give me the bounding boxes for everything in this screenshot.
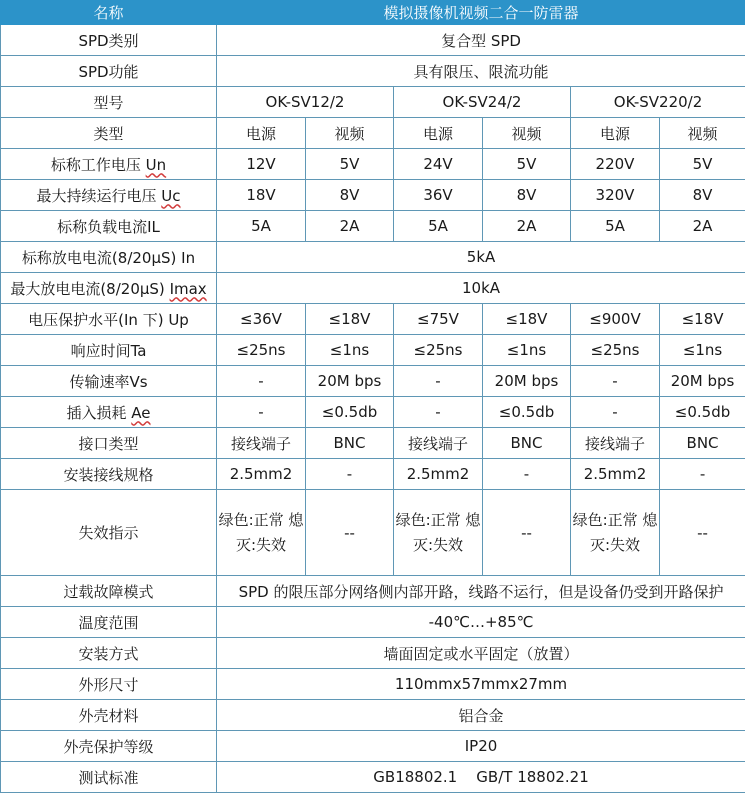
label-symbol: Imax xyxy=(169,279,207,298)
row-label: 失效指示 xyxy=(1,490,217,576)
value-cell: 2A xyxy=(483,211,571,242)
row-label: SPD类别 xyxy=(1,25,217,56)
value-cell: 5A xyxy=(571,211,660,242)
row-insertion-loss xyxy=(1,397,745,428)
row-label: 安装方式 xyxy=(1,638,217,669)
model-cell: OK-SV24/2 xyxy=(394,87,571,118)
row-max-voltage xyxy=(1,180,745,211)
value-cell: 20M bps xyxy=(306,366,394,397)
label-text: 插入损耗 xyxy=(66,403,132,422)
value-cell: 110mmx57mmx27mm xyxy=(217,669,745,700)
value-cell: ≤0.5db xyxy=(306,397,394,428)
value-cell: - xyxy=(306,459,394,490)
row-temperature xyxy=(1,607,745,638)
value-cell: - xyxy=(394,397,483,428)
row-dimensions xyxy=(1,669,745,700)
value-cell: 绿色:正常 熄灭:失效 xyxy=(571,490,660,576)
type-cell: 视频 xyxy=(660,118,745,149)
value-cell: 5V xyxy=(306,149,394,180)
value-cell: 5V xyxy=(483,149,571,180)
row-label xyxy=(1,180,217,211)
value-cell: 320V xyxy=(571,180,660,211)
value-cell: 24V xyxy=(394,149,483,180)
row-interface xyxy=(1,428,745,459)
value-cell: 复合型 SPD xyxy=(217,25,745,56)
type-cell: 视频 xyxy=(306,118,394,149)
header-row xyxy=(1,1,745,25)
value-cell: ≤18V xyxy=(483,304,571,335)
value-cell: 36V xyxy=(394,180,483,211)
value-cell: ≤900V xyxy=(571,304,660,335)
model-cell: OK-SV12/2 xyxy=(217,87,394,118)
row-label: 型号 xyxy=(1,87,217,118)
value-cell: ≤25ns xyxy=(394,335,483,366)
value-cell: 具有限压、限流功能 xyxy=(217,56,745,87)
header-name-cell: 名称 xyxy=(1,1,217,25)
row-label: 外壳保护等级 xyxy=(1,731,217,762)
value-cell: -- xyxy=(306,490,394,576)
row-nominal-discharge xyxy=(1,242,745,273)
row-label: 传输速率Vs xyxy=(1,366,217,397)
value-cell: ≤0.5db xyxy=(483,397,571,428)
label-symbol: Un xyxy=(145,155,167,174)
value-cell: ≤25ns xyxy=(571,335,660,366)
value-cell: BNC xyxy=(306,428,394,459)
row-ip-rating xyxy=(1,731,745,762)
row-label: 标称放电电流(8/20μS) In xyxy=(1,242,217,273)
value-cell: 220V xyxy=(571,149,660,180)
value-cell: 2.5mm2 xyxy=(571,459,660,490)
value-cell: 2.5mm2 xyxy=(394,459,483,490)
row-label: 接口类型 xyxy=(1,428,217,459)
value-cell: ≤1ns xyxy=(660,335,745,366)
row-label: 电压保护水平(In 下) Up xyxy=(1,304,217,335)
value-cell: IP20 xyxy=(217,731,745,762)
row-protection-level xyxy=(1,304,745,335)
row-wiring-spec xyxy=(1,459,745,490)
row-label: 响应时间Ta xyxy=(1,335,217,366)
value-cell: 10kA xyxy=(217,273,745,304)
value-cell: 20M bps xyxy=(483,366,571,397)
row-nominal-voltage xyxy=(1,149,745,180)
row-label: 测试标准 xyxy=(1,762,217,793)
row-spd-function xyxy=(1,56,745,87)
header-title: 模拟摄像机视频二合一防雷器 xyxy=(217,1,745,25)
value-cell: 2A xyxy=(306,211,394,242)
value-cell: 接线端子 xyxy=(217,428,306,459)
value-cell: - xyxy=(217,366,306,397)
value-cell: -- xyxy=(483,490,571,576)
type-cell: 视频 xyxy=(483,118,571,149)
row-label: 过载故障模式 xyxy=(1,576,217,607)
row-label: 外壳材料 xyxy=(1,700,217,731)
row-transfer-rate xyxy=(1,366,745,397)
row-failure-indicator xyxy=(1,490,745,576)
value-cell: 12V xyxy=(217,149,306,180)
label-text: 最大放电电流(8/20μS) xyxy=(10,279,170,298)
value-cell: ≤1ns xyxy=(306,335,394,366)
value-cell: 18V xyxy=(217,180,306,211)
row-load-current xyxy=(1,211,745,242)
value-cell: - xyxy=(483,459,571,490)
value-cell: ≤36V xyxy=(217,304,306,335)
row-label xyxy=(1,397,217,428)
value-cell: GB18802.1 GB/T 18802.21 xyxy=(217,762,745,793)
row-label: 温度范围 xyxy=(1,607,217,638)
row-label: SPD功能 xyxy=(1,56,217,87)
label-text: 标称工作电压 xyxy=(50,155,146,174)
value-cell: 接线端子 xyxy=(394,428,483,459)
value-cell: - xyxy=(571,366,660,397)
value-cell: - xyxy=(660,459,745,490)
row-type xyxy=(1,118,745,149)
label-text: 最大持续运行电压 xyxy=(36,186,162,205)
value-cell: 5kA xyxy=(217,242,745,273)
value-cell: ≤0.5db xyxy=(660,397,745,428)
value-cell: BNC xyxy=(660,428,745,459)
value-cell: 接线端子 xyxy=(571,428,660,459)
type-cell: 电源 xyxy=(394,118,483,149)
value-cell: 墙面固定或水平固定（放置） xyxy=(217,638,745,669)
value-cell: 5A xyxy=(217,211,306,242)
value-cell: ≤18V xyxy=(660,304,745,335)
value-cell: 8V xyxy=(660,180,745,211)
type-cell: 电源 xyxy=(217,118,306,149)
value-cell: 铝合金 xyxy=(217,700,745,731)
row-label: 安装接线规格 xyxy=(1,459,217,490)
row-response-time xyxy=(1,335,745,366)
row-overload-mode xyxy=(1,576,745,607)
row-label: 外形尺寸 xyxy=(1,669,217,700)
model-cell: OK-SV220/2 xyxy=(571,87,745,118)
value-cell: ≤18V xyxy=(306,304,394,335)
value-cell: - xyxy=(217,397,306,428)
label-symbol: Ae xyxy=(131,403,151,422)
row-label: 类型 xyxy=(1,118,217,149)
value-cell: 绿色:正常 熄灭:失效 xyxy=(217,490,306,576)
row-label: 标称负载电流IL xyxy=(1,211,217,242)
value-cell: 8V xyxy=(483,180,571,211)
label-symbol: Uc xyxy=(161,186,181,205)
value-cell: ≤75V xyxy=(394,304,483,335)
value-cell: -40℃…+85℃ xyxy=(217,607,745,638)
row-label xyxy=(1,149,217,180)
value-cell: ≤1ns xyxy=(483,335,571,366)
value-cell: 绿色:正常 熄灭:失效 xyxy=(394,490,483,576)
row-spd-type xyxy=(1,25,745,56)
value-cell: BNC xyxy=(483,428,571,459)
value-cell: 20M bps xyxy=(660,366,745,397)
type-cell: 电源 xyxy=(571,118,660,149)
row-max-discharge xyxy=(1,273,745,304)
value-cell: 2.5mm2 xyxy=(217,459,306,490)
value-cell: 5A xyxy=(394,211,483,242)
row-standard xyxy=(1,762,745,793)
value-cell: ≤25ns xyxy=(217,335,306,366)
value-cell: 8V xyxy=(306,180,394,211)
value-cell: - xyxy=(394,366,483,397)
value-cell: SPD 的限压部分网络侧内部开路，线路不运行，但是设备仍受到开路保护 xyxy=(217,576,745,607)
row-label xyxy=(1,273,217,304)
value-cell: 2A xyxy=(660,211,745,242)
value-cell: -- xyxy=(660,490,745,576)
row-mounting xyxy=(1,638,745,669)
value-cell: 5V xyxy=(660,149,745,180)
row-model xyxy=(1,87,745,118)
row-shell-material xyxy=(1,700,745,731)
value-cell: - xyxy=(571,397,660,428)
